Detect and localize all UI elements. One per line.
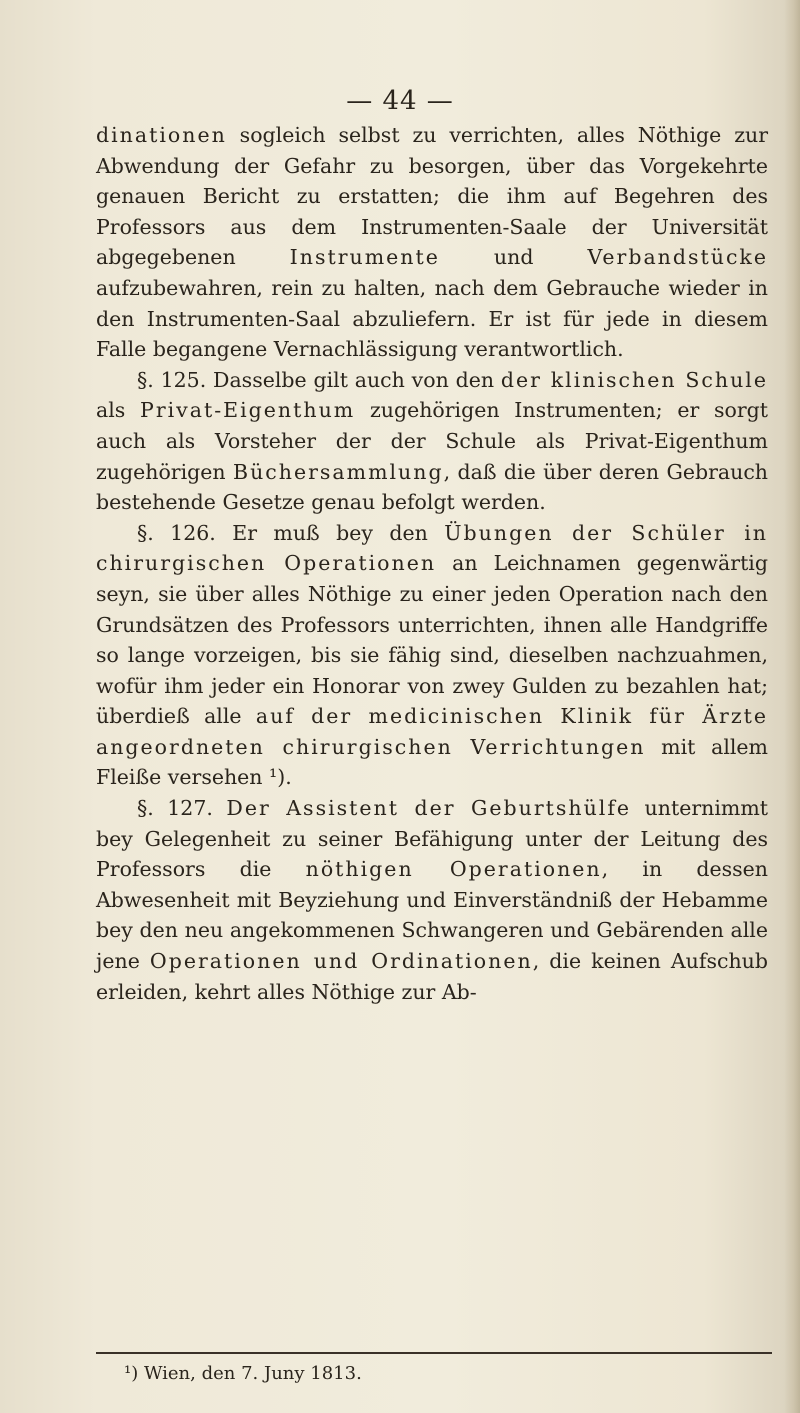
paragraph	[96, 793, 768, 1007]
spaced-emphasis-text: auf der medicinischen Klinik für Ärzte angeordneten chirurgischen Verrichtungen	[96, 704, 768, 759]
paragraph-text: als	[96, 398, 141, 423]
paragraph-text: unternimmt bey Gelegenheit zu seiner Befähigung unter der Leitung des Professors die	[96, 796, 769, 882]
spaced-emphasis-text: der klinischen Schule	[500, 367, 768, 392]
paragraph-text: §. 127.	[137, 796, 227, 821]
spaced-emphasis-text: dinationen	[96, 123, 227, 147]
footnote: ¹) Wien, den 7. Juny 1813.	[124, 1363, 362, 1384]
paragraph-text: an Leichnamen gegenwärtig seyn, sie über alles Nöthige zu einer jeden Operation nach den Grundsätzen des Professors unterrichten, ihnen alle Handgriffe so lange vorzeigen, bis sie fähig sind, dieselben nachzuahmen, wofür ihm jeder ein Honorar von zwey Gulden zu bezahlen hat; überdieß alle	[96, 551, 768, 729]
paragraph-text: , die keinen Aufschub erleiden, kehrt alles Nöthige zur Ab-	[96, 949, 769, 1004]
paragraph-text: aufzubewahren, rein zu halten, nach dem Gebrauche wieder in den Instrumenten-Saal abzuliefern. Er ist für jede in diesem Falle begangene Vernachlässigung verantwortlich.	[96, 275, 768, 362]
footnote-rule	[96, 1352, 772, 1354]
paragraph-text: zugehörigen Instrumenten; er sorgt auch als Vorsteher der der Schule als Privat-Eigenthum zugehörigen	[96, 398, 768, 484]
paragraph	[96, 518, 768, 793]
paragraph-text: und	[439, 245, 588, 270]
spaced-emphasis-text: Operationen und Ordinationen	[149, 949, 533, 974]
paragraph-text: §. 126. Er muß bey den	[137, 520, 445, 545]
paragraph	[96, 365, 768, 518]
paragraph-text: sogleich selbst zu verrichten, alles Nöthige zur Abwendung der Gefahr zu besorgen, über das Vorgekehrte genauen Bericht zu erstatten; die ihm auf Begehren des Professors aus dem Instrumenten-Saale der Universität abgegebenen	[96, 123, 768, 270]
paragraph	[96, 120, 768, 365]
paragraph-text: , in dessen Abwesenheit mit Beyziehung und Einverständniß der Hebamme bey den neu angekommenen Schwangeren und Gebärenden alle jene	[96, 857, 769, 974]
body-text	[96, 120, 768, 1007]
spaced-emphasis-text: Übungen der Schüler in chirurgischen Operationen	[96, 520, 769, 576]
spaced-emphasis-text: Der Assistent der Geburtshülfe	[226, 796, 632, 821]
spaced-emphasis-text: Büchersammlung	[233, 459, 444, 484]
spaced-emphasis-text: Verbandstücke	[587, 245, 768, 270]
paragraph-text: mit allem Fleiße versehen ¹).	[96, 734, 768, 790]
paragraph-text: §. 125. Dasselbe gilt auch von den	[137, 367, 501, 392]
page-number: — 44 —	[346, 86, 454, 116]
page-edge-shadow	[784, 0, 800, 1413]
spaced-emphasis-text: Privat-Eigenthum	[140, 398, 356, 423]
spaced-emphasis-text: Instrumente	[289, 245, 440, 270]
paragraph-text: , daß die über deren Gebrauch bestehende Gesetze genau befolgt werden.	[96, 459, 768, 515]
spaced-emphasis-text: nöthigen Operationen	[305, 857, 602, 882]
